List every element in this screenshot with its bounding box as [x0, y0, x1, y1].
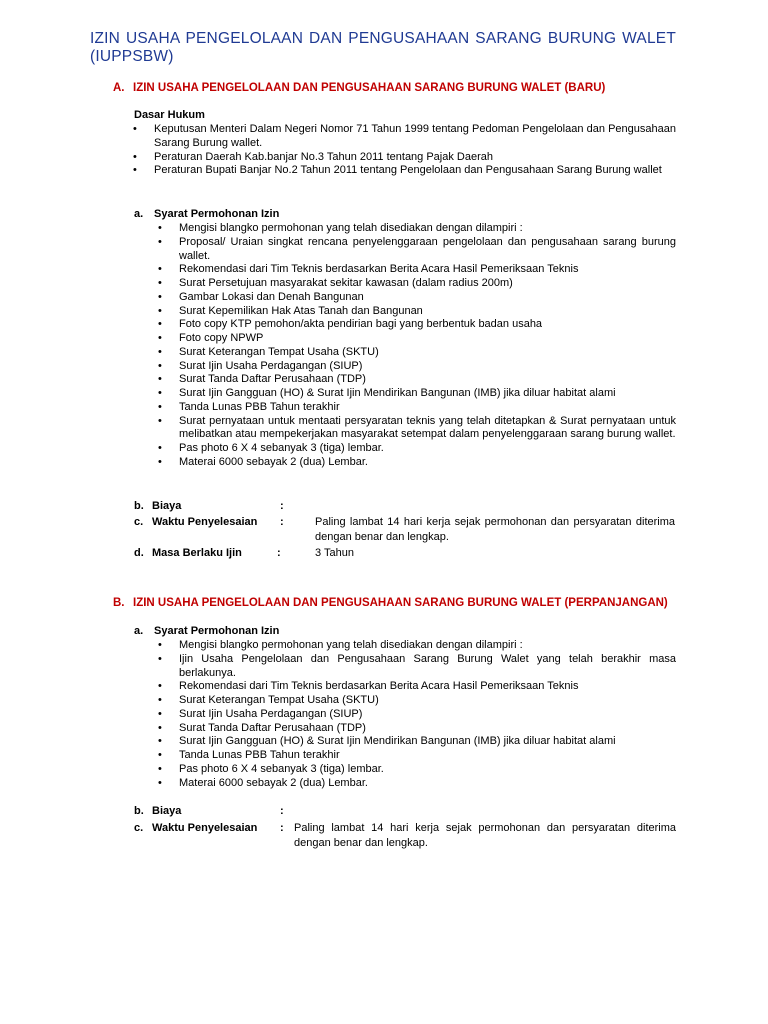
- bullet-icon: •: [158, 387, 162, 399]
- masa-label: [134, 546, 242, 561]
- list-item-text: Surat Ijin Gangguan (HO) & Surat Ijin Mendirikan Bangunan (IMB) jika diluar habitat alami: [179, 735, 616, 748]
- list-item: [153, 456, 676, 470]
- waktu-label-text: Waktu Penyelesaian: [152, 516, 258, 528]
- biaya-colon: :: [280, 805, 284, 817]
- list-item: [153, 777, 676, 791]
- bullet-icon: •: [158, 694, 162, 706]
- waktu-value: Paling lambat 14 hari kerja sejak permohonan dan persyaratan diterima dengan benar dan lengkap.: [294, 822, 676, 849]
- list-item: [128, 123, 676, 151]
- bullet-icon: •: [158, 373, 162, 386]
- biaya-label-text: Biaya: [152, 500, 182, 512]
- list-item: [153, 639, 676, 653]
- waktu-label-text: Waktu Penyelesaian: [152, 822, 258, 834]
- list-item: [153, 291, 676, 305]
- section-a-heading: [113, 81, 605, 95]
- bullet-icon: •: [158, 749, 162, 761]
- list-item-text: Surat Tanda Daftar Perusahaan (TDP): [179, 373, 366, 386]
- list-item-text: Foto copy NPWP: [179, 332, 264, 344]
- list-item-text: Rekomendasi dari Tim Teknis berdasarkan Berita Acara Hasil Pemeriksaan Teknis: [179, 680, 579, 693]
- waktu-colon: :: [280, 516, 284, 528]
- list-item-text: Surat Tanda Daftar Perusahaan (TDP): [179, 721, 366, 734]
- masa-letter: d.: [134, 547, 144, 559]
- bullet-icon: •: [158, 707, 162, 720]
- list-item-text: Materai 6000 sebayak 2 (dua) Lembar.: [179, 455, 368, 468]
- list-item: [153, 442, 676, 456]
- list-item: [153, 222, 676, 236]
- bullet-icon: •: [158, 304, 162, 317]
- list-item: [153, 415, 676, 443]
- masa-value: 3 Tahun: [315, 547, 354, 559]
- list-item-text: Peraturan Bupati Banjar No.2 Tahun 2011 tentang Pengelolaan dan Pengusahaan Sarang Burung wallet: [154, 164, 662, 177]
- biaya-letter: b.: [134, 805, 144, 817]
- bullet-icon: •: [158, 359, 162, 372]
- list-item-text: Rekomendasi dari Tim Teknis berdasarkan Berita Acara Hasil Pemeriksaan Teknis: [179, 263, 579, 276]
- list-item: [153, 401, 676, 415]
- syarat-label: Syarat Permohonan Izin: [154, 625, 280, 637]
- syarat-letter: a.: [134, 208, 144, 220]
- list-item: [153, 749, 676, 763]
- waktu-label: [134, 515, 257, 530]
- section-a-syarat-list: [153, 222, 676, 470]
- bullet-icon: •: [158, 455, 162, 468]
- bullet-icon: •: [158, 442, 162, 454]
- bullet-icon: •: [158, 680, 162, 693]
- list-item-text: Ijin Usaha Pengelolaan dan Pengusahaan Sarang Burung Walet yang telah berakhir masa berlakunya.: [179, 652, 676, 679]
- bullet-icon: •: [158, 762, 162, 775]
- bullet-icon: •: [133, 164, 137, 177]
- list-item: [153, 653, 676, 681]
- bullet-icon: •: [158, 277, 162, 289]
- biaya-letter: b.: [134, 500, 144, 512]
- bullet-icon: •: [158, 235, 162, 248]
- waktu-value: Paling lambat 14 hari kerja sejak permohonan dan persyaratan diterima dengan benar dan lengkap.: [315, 516, 675, 543]
- section-b-syarat-heading: [134, 624, 279, 638]
- bullet-icon: •: [158, 721, 162, 734]
- list-item: [153, 236, 676, 264]
- list-item-text: Keputusan Menteri Dalam Negeri Nomor 71 Tahun 1999 tentang Pedoman Pengelolaan dan Pengusahaan Sarang Burung wallet.: [154, 123, 676, 149]
- masa-colon: :: [277, 547, 281, 559]
- document-title: IZIN USAHA PENGELOLAAN DAN PENGUSAHAAN SARANG BURUNG WALET (IUPPSBW): [90, 30, 676, 65]
- list-item: [153, 735, 676, 749]
- bullet-icon: •: [158, 776, 162, 789]
- biaya-label: [134, 499, 181, 514]
- syarat-letter: a.: [134, 625, 144, 637]
- list-item-text: Surat Ijin Usaha Perdagangan (SIUP): [179, 707, 363, 720]
- waktu-colon: :: [280, 822, 284, 834]
- bullet-icon: •: [158, 414, 162, 427]
- list-item: [153, 373, 676, 387]
- section-a-syarat-heading: [134, 207, 279, 221]
- list-item-text: Tanda Lunas PBB Tahun terakhir: [179, 400, 340, 413]
- bullet-icon: •: [133, 150, 137, 163]
- bullet-icon: •: [158, 318, 162, 331]
- section-b-letter: B.: [113, 597, 125, 609]
- list-item: [153, 360, 676, 374]
- dasar-hukum-list: [128, 123, 676, 178]
- list-item: [153, 387, 676, 401]
- dasar-hukum-label: Dasar Hukum: [134, 109, 205, 121]
- list-item-text: Pas photo 6 X 4 sebanyak 3 (tiga) lembar.: [179, 442, 384, 454]
- list-item-text: Mengisi blangko permohonan yang telah disediakan dengan dilampiri :: [179, 222, 523, 234]
- bullet-icon: •: [158, 639, 162, 651]
- section-a-heading-text: IZIN USAHA PENGELOLAAN DAN PENGUSAHAAN SARANG BURUNG WALET (BARU): [133, 82, 606, 94]
- list-item-text: Surat Persetujuan masyarakat sekitar kawasan (dalam radius 200m): [179, 277, 513, 289]
- section-a-letter: A.: [113, 82, 125, 94]
- section-b-heading-text: IZIN USAHA PENGELOLAAN DAN PENGUSAHAAN SARANG BURUNG WALET (PERPANJANGAN): [133, 597, 668, 609]
- waktu-label: [134, 821, 257, 836]
- list-item-text: Gambar Lokasi dan Denah Bangunan: [179, 290, 364, 303]
- section-b-syarat-list: [153, 639, 676, 790]
- masa-label-text: Masa Berlaku Ijin: [152, 547, 242, 559]
- bullet-icon: •: [158, 652, 162, 665]
- list-item-text: Surat Ijin Usaha Perdagangan (SIUP): [179, 359, 363, 372]
- list-item-text: Surat Keterangan Tempat Usaha (SKTU): [179, 694, 379, 706]
- list-item: [153, 263, 676, 277]
- list-item: [153, 305, 676, 319]
- biaya-label: [134, 804, 181, 819]
- bullet-icon: •: [158, 332, 162, 344]
- list-item: [153, 346, 676, 360]
- list-item: [153, 318, 676, 332]
- list-item: [153, 332, 676, 346]
- list-item-text: Mengisi blangko permohonan yang telah disediakan dengan dilampiri :: [179, 639, 523, 651]
- list-item-text: Proposal/ Uraian singkat rencana penyelenggaraan pengelolaan dan pengusahaan sarang burung wallet.: [179, 235, 676, 262]
- list-item: [153, 277, 676, 291]
- bullet-icon: •: [158, 400, 162, 413]
- list-item: [153, 708, 676, 722]
- bullet-icon: •: [158, 735, 162, 748]
- waktu-letter: c.: [134, 516, 144, 528]
- section-b-heading: [113, 596, 668, 610]
- list-item-text: Materai 6000 sebayak 2 (dua) Lembar.: [179, 776, 368, 789]
- list-item-text: Foto copy KTP pemohon/akta pendirian bagi yang berbentuk badan usaha: [179, 318, 543, 331]
- list-item: [128, 164, 676, 178]
- list-item-text: Surat Kepemilikan Hak Atas Tanah dan Bangunan: [179, 304, 423, 317]
- bullet-icon: •: [133, 123, 137, 135]
- biaya-colon: :: [280, 500, 284, 512]
- list-item: [128, 151, 676, 165]
- list-item-text: Surat Keterangan Tempat Usaha (SKTU): [179, 345, 379, 358]
- bullet-icon: •: [158, 263, 162, 276]
- list-item: [153, 763, 676, 777]
- list-item-text: Peraturan Daerah Kab.banjar No.3 Tahun 2011 tentang Pajak Daerah: [154, 150, 493, 163]
- list-item: [153, 722, 676, 736]
- list-item: [153, 680, 676, 694]
- list-item-text: Surat pernyataan untuk mentaati persyaratan teknis yang telah ditetapkan & Surat pernyataan untuk melibatkan atau mempekerjakan masyarakat setempat dalam penyelenggaraan sarang burung wallet.: [179, 414, 676, 441]
- list-item: [153, 694, 676, 708]
- list-item-text: Pas photo 6 X 4 sebanyak 3 (tiga) lembar.: [179, 762, 384, 775]
- bullet-icon: •: [158, 290, 162, 303]
- list-item-text: Surat Ijin Gangguan (HO) & Surat Ijin Mendirikan Bangunan (IMB) jika diluar habitat alami: [179, 387, 616, 399]
- waktu-letter: c.: [134, 822, 144, 834]
- list-item-text: Tanda Lunas PBB Tahun terakhir: [179, 749, 340, 761]
- bullet-icon: •: [158, 222, 162, 234]
- syarat-label: Syarat Permohonan Izin: [154, 208, 280, 220]
- biaya-label-text: Biaya: [152, 805, 182, 817]
- bullet-icon: •: [158, 345, 162, 358]
